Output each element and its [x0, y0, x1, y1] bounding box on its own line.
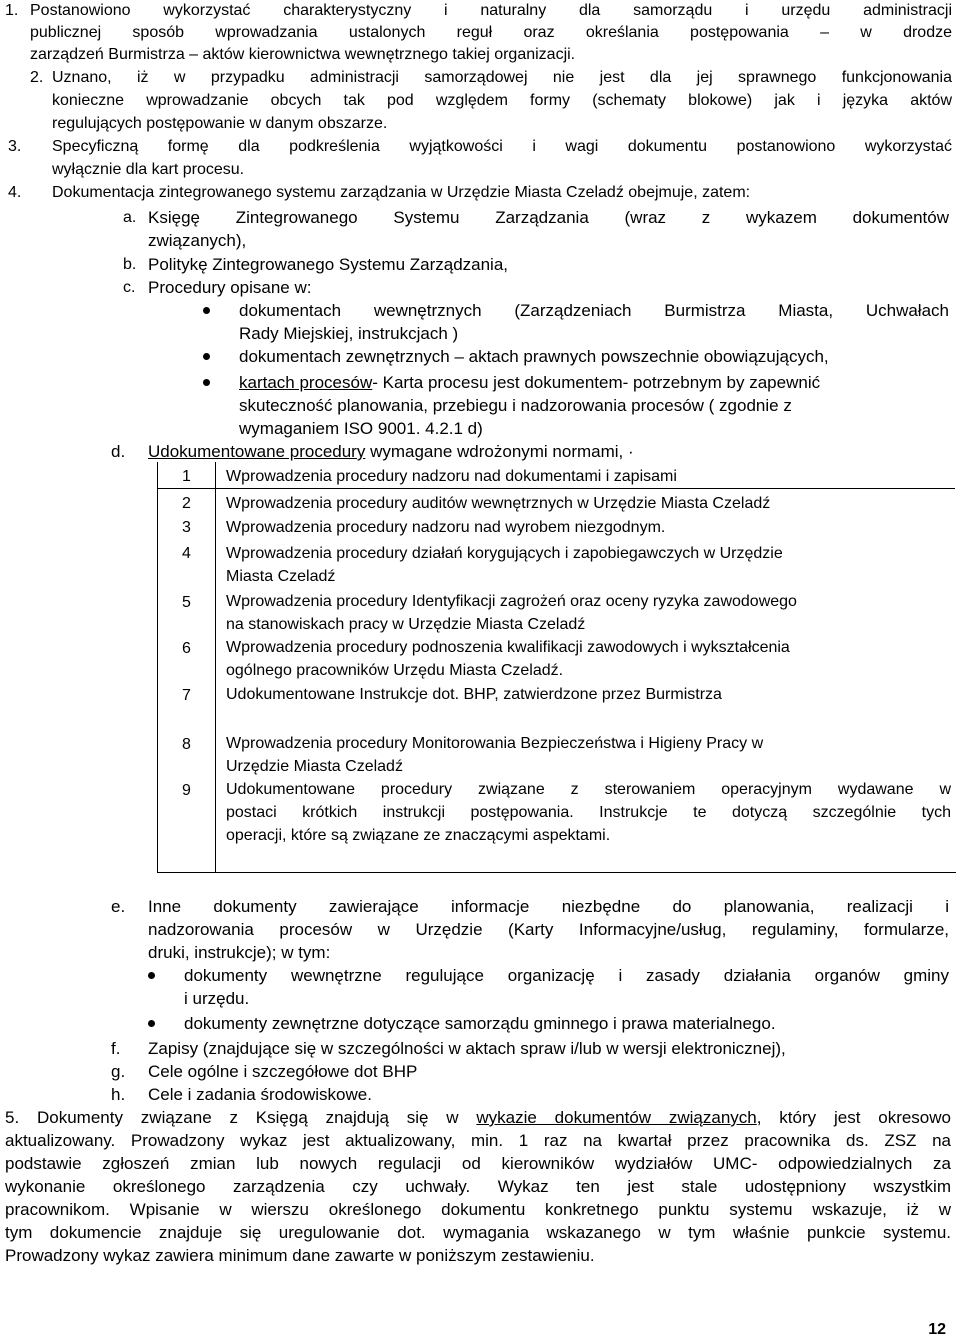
c-bullet-1-line-2: Rady Miejskiej, instrukcjach )	[239, 324, 459, 343]
item-b-text: Politykę Zintegrowanego Systemu Zarządzania,	[148, 255, 509, 274]
p2-number: 2.	[30, 69, 44, 86]
bullet-icon	[203, 379, 210, 386]
e-bullet-1-line-2: i urzędu.	[184, 989, 250, 1008]
wykaz-dokumentow-link[interactable]: wykazie dokumentów związanych	[476, 1108, 757, 1127]
p3-line-2: wyłącznie dla kart procesu.	[52, 161, 245, 178]
item-h-text: Cele i zadania środowiskowe.	[148, 1085, 372, 1104]
table-row-number: 5	[182, 594, 191, 611]
table-row-text: operacji, które są związane ze znaczącymi aspektami.	[226, 827, 611, 844]
p1-number: 1.	[5, 2, 19, 19]
table-row-number: 6	[182, 640, 191, 657]
table-column-divider	[215, 462, 216, 872]
item-g-label: g.	[111, 1062, 126, 1081]
c-bullet-2: dokumentach zewnętrznych – aktach prawnych powszechnie obowiązujących,	[239, 347, 829, 366]
table-row-text: Udokumentowane Instrukcje dot. BHP, zatwierdzone przez Burmistrza	[226, 686, 722, 703]
c-bullet-3-line-1	[239, 373, 820, 393]
item-h-label: h.	[111, 1085, 126, 1104]
table-row-number: 7	[182, 687, 191, 704]
table-row-text: Wprowadzenia procedury nadzoru nad wyrobem niezgodnym.	[226, 519, 666, 536]
p1-line-3: zarządzeń Burmistrza – aktów kierownictwa wewnętrznego takiej organizacji.	[30, 46, 576, 63]
bullet-icon	[203, 307, 210, 314]
e-bullet-1-line-1: dokumenty wewnętrzne regulujące organizację i zasady działania organów gminy	[184, 966, 949, 985]
item-a-line-1: Księgę Zintegrowanego Systemu Zarządzania (wraz z wykazem dokumentów	[148, 208, 949, 227]
table-row-text: Urzędzie Miasta Czeladź	[226, 758, 403, 775]
bullet-icon	[148, 1020, 155, 1027]
item-c-text: Procedury opisane w:	[148, 278, 312, 297]
kartach-procesow-link[interactable]: kartach procesów	[239, 373, 373, 392]
p3-line-1: Specyficzną formę dla podkreślenia wyjątkowości i wagi dokumentu postanowiono wykorzystać	[52, 138, 952, 155]
table-row-number: 3	[182, 519, 191, 536]
p2-line-2: konieczne wprowadzanie obcych tak pod względem formy (schematy blokowe) jak i języka aktów	[52, 92, 952, 109]
table-row-text: Wprowadzenia procedury Monitorowania Bezpieczeństwa i Higieny Pracy w	[226, 735, 764, 752]
p2-line-1: Uznano, iż w przypadku administracji samorządowej nie jest dla jej sprawnego funkcjonowania	[52, 69, 952, 86]
page-number: 12	[928, 1321, 946, 1338]
table-row-number: 1	[182, 468, 191, 485]
p5-line-2: aktualizowany. Prowadzony wykaz jest aktualizowany, min. 1 raz na kwartał przez pracownika ds. ZSZ na	[5, 1131, 951, 1150]
p5-line-1	[5, 1108, 951, 1128]
item-d-text	[148, 442, 634, 462]
item-e-line-1: Inne dokumenty zawierające informacje niezbędne do planowania, realizacji i	[148, 897, 949, 916]
p5-line-1-start: 5. Dokumenty związane z Księgą znajdują się w	[5, 1108, 477, 1127]
table-row-text: postaci krótkich instrukcji postępowania. Instrukcje te dotyczą szczególnie tych	[226, 804, 951, 821]
p2-line-3: regulujących postępowanie w danym obszarze.	[52, 115, 388, 132]
bullet-icon	[148, 972, 155, 979]
item-d-rest: wymagane wdrożonymi normami, ·	[365, 442, 634, 461]
table-row-text: na stanowiskach pracy w Urzędzie Miasta Czeladź	[226, 616, 586, 633]
table-row-divider	[157, 488, 955, 489]
table-row-number: 4	[182, 545, 191, 562]
item-b-label: b.	[123, 256, 137, 273]
table-row-text: Wprowadzenia procedury nadzoru nad dokumentami i zapisami	[226, 468, 677, 485]
e-bullet-2: dokumenty zewnętrzne dotyczące samorządu gminnego i prawa materialnego.	[184, 1014, 776, 1033]
table-row-text: Wprowadzenia procedury Identyfikacji zagrożeń oraz oceny ryzyka zawodowego	[226, 593, 797, 610]
item-a-label: a.	[123, 209, 137, 226]
c-bullet-1-line-1: dokumentach wewnętrznych (Zarządzeniach Burmistrza Miasta, Uchwałach	[239, 301, 949, 320]
c-bullet-3-line-2: skuteczność planowania, przebiegu i nadzorowania procesów ( zgodnie z	[239, 396, 792, 415]
p3-number: 3.	[8, 138, 22, 155]
p5-line-7: Prowadzony wykaz zawiera minimum dane zawarte w poniższym zestawieniu.	[5, 1246, 595, 1265]
table-row-text: Udokumentowane procedury związane z sterowaniem operacyjnym wydawane w	[226, 781, 951, 798]
item-f-text: Zapisy (znajdujące się w szczególności w aktach spraw i/lub w wersji elektronicznej),	[148, 1039, 786, 1058]
table-row-text: ogólnego pracowników Urzędu Miasta Czeladź.	[226, 662, 564, 679]
item-a-line-2: związanych),	[148, 231, 247, 250]
item-e-line-3: druki, instrukcje); w tym:	[148, 943, 331, 962]
item-d-label: d.	[111, 442, 126, 461]
p1-line-1: Postanowiono wykorzystać charakterystyczny i naturalny dla samorządu i urzędu administracji	[30, 2, 952, 19]
table-row-number: 8	[182, 736, 191, 753]
c-bullet-3-line-3: wymaganiem ISO 9001. 4.2.1 d)	[239, 419, 483, 438]
table-row-text: Wprowadzenia procedury podnoszenia kwalifikacji zawodowych i wykształcenia	[226, 639, 790, 656]
item-c-label: c.	[123, 279, 136, 296]
item-e-line-2: nadzorowania procesów w Urzędzie (Karty Informacyjne/usług, regulaminy, formularze,	[148, 920, 949, 939]
bullet-icon	[203, 353, 210, 360]
item-e-label: e.	[111, 897, 126, 916]
p5-line-6: tym dokumencie znajduje się uregulowanie dot. wymagania wskazanego w tym właśnie punkcie systemu.	[5, 1223, 951, 1242]
p1-line-2: publicznej sposób wprowadzania ustalonych reguł oraz określania postępowania – w drodze	[30, 24, 952, 41]
table-row-number: 9	[182, 782, 191, 799]
udokumentowane-procedury-link[interactable]: Udokumentowane procedury	[148, 442, 366, 461]
item-f-label: f.	[111, 1039, 121, 1058]
table-row-text: Wprowadzenia procedury auditów wewnętrznych w Urzędzie Miasta Czeladź	[226, 495, 771, 512]
table-row-text: Wprowadzenia procedury działań korygujących i zapobiegawczych w Urzędzie	[226, 545, 783, 562]
c-bullet-3-rest: - Karta procesu jest dokumentem- potrzebnym by zapewnić	[372, 373, 821, 392]
p5-line-5: pracownikom. Wpisanie w wierszu określonego dokumentu konkretnego punktu systemu wskazuje, iż w	[5, 1200, 951, 1219]
table-row-number: 2	[182, 495, 191, 512]
item-g-text: Cele ogólne i szczegółowe dot BHP	[148, 1062, 418, 1081]
p5-line-4: wykonanie określonego zarządzenia czy uchwały. Wykaz ten jest stale udostępniony wszystkim	[5, 1177, 951, 1196]
p4-number: 4.	[8, 184, 22, 201]
table-row-text: Miasta Czeladź	[226, 568, 336, 585]
p5-line-3: podstawie zgłoszeń zmian lub nowych regulacji od kierowników wydziałów UMC- odpowiedzialnych za	[5, 1154, 951, 1173]
p4-line-1: Dokumentacja zintegrowanego systemu zarządzania w Urzędzie Miasta Czeladź obejmuje, zatem:	[52, 184, 751, 201]
p5-line-1-end: , który jest okresowo	[756, 1108, 951, 1127]
